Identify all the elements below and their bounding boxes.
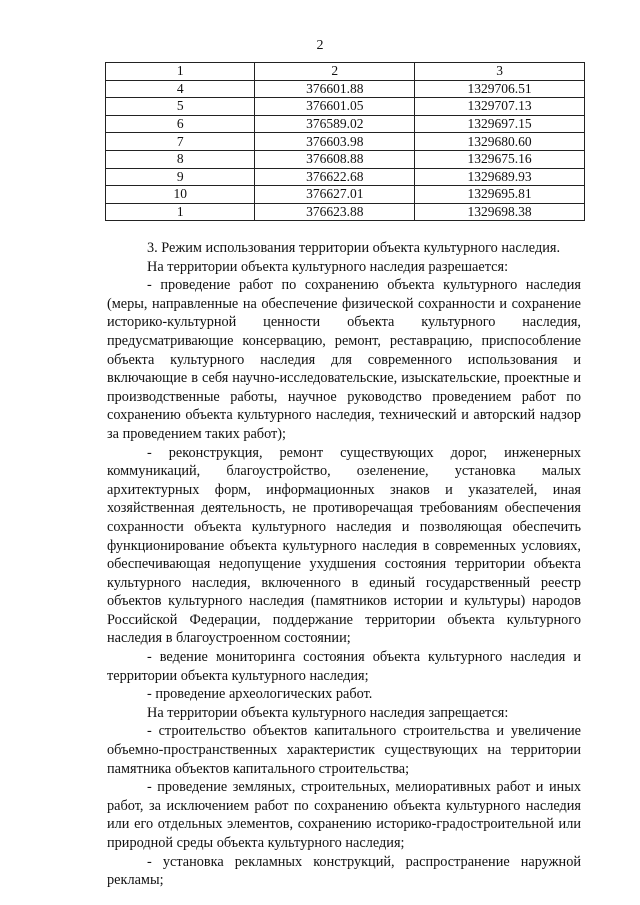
table-cell: 376623.88 [255, 203, 415, 221]
table-row [106, 98, 585, 116]
table-cell: 1329695.81 [415, 186, 585, 204]
coordinates-table [105, 62, 585, 221]
paragraph: - проведение археологических работ. [147, 686, 373, 703]
paragraph: - установка рекламных конструкций, распространение наружной рекламы; [107, 853, 581, 889]
document-body [107, 239, 581, 890]
table-cell: 376622.68 [255, 168, 415, 186]
table-cell: 1329697.15 [415, 115, 585, 133]
table-row [106, 150, 585, 168]
table-cell: 2 [255, 63, 415, 81]
paragraph: - строительство объектов капитального строительства и увеличение объемно-пространственных характеристик существующих на территории памятника объектов капитального строительства; [107, 723, 581, 777]
table-row [106, 203, 585, 221]
table-cell: 5 [106, 98, 255, 116]
table-cell: 376627.01 [255, 186, 415, 204]
table-cell: 10 [106, 186, 255, 204]
table-cell: 1329689.93 [415, 168, 585, 186]
table-cell: 376589.02 [255, 115, 415, 133]
paragraph: - реконструкция, ремонт существующих дорог, инженерных коммуникаций, благоустройство, озеленение, установка малых архитектурных форм, информационных знаков и указателей, иная хозяйственная деятельность, не противоречащая требованиям обеспечения сохранности объекта культурного наследия и позволяющая обеспечить функционирование объекта культурного наследия в современных условиях, обеспечивающая недопущение ухудшения состояния территории объекта культурного наследия, включенного в единый государственный реестр объектов культурного наследия (памятников истории и культуры) народов Российской Федерации, поддержание территории объекта культурного наследия в благоустроенном состоянии; [107, 444, 581, 647]
paragraph: - ведение мониторинга состояния объекта культурного наследия и территории объекта культурного наследия; [107, 649, 581, 684]
table-cell: 376601.88 [255, 80, 415, 98]
paragraph: 3. Режим использования территории объекта культурного наследия. [147, 240, 561, 256]
page-number: 2 [316, 38, 324, 53]
table-cell: 1 [106, 63, 255, 81]
table-cell: 1329698.38 [415, 203, 585, 221]
table-header-row [106, 63, 585, 81]
paragraph: На территории объекта культурного наследия разрешается: [147, 258, 509, 275]
table-cell: 9 [106, 168, 255, 186]
table-cell: 8 [106, 150, 255, 168]
paragraph: - проведение земляных, строительных, мелиоративных работ и иных работ, за исключением работ по сохранению объекта культурного наследия или его отдельных элементов, сохранению историко-градостроительной или природной среды объекта культурного наследия; [107, 779, 581, 851]
table-cell: 4 [106, 80, 255, 98]
table-cell: 1329680.60 [415, 133, 585, 151]
table-cell: 7 [106, 133, 255, 151]
table-cell: 1329707.13 [415, 98, 585, 116]
table-cell: 376601.05 [255, 98, 415, 116]
table-row [106, 80, 585, 98]
table-cell: 1329706.51 [415, 80, 585, 98]
table-cell: 1329675.16 [415, 150, 585, 168]
table-cell: 376603.98 [255, 133, 415, 151]
table-cell: 3 [415, 63, 585, 81]
table-row [106, 115, 585, 133]
table-cell: 6 [106, 115, 255, 133]
table-cell: 1 [106, 203, 255, 221]
paragraph: - проведение работ по сохранению объекта культурного наследия (меры, направленные на обеспечение физической сохранности и сохранение историко-культурной ценности объекта культурного наследия, предусматривающие консервацию, ремонт, реставрацию, приспособление объекта культурного наследия для современного использования и включающие в себя научно-исследовательские, изыскательские, проектные и производственные работы, научное руководство проведением работ по сохранению объекта культурного наследия, технический и авторский надзор за проведением таких работ); [107, 277, 581, 442]
table-row [106, 186, 585, 204]
table-row [106, 133, 585, 151]
table-cell: 376608.88 [255, 150, 415, 168]
table-row [106, 168, 585, 186]
paragraph: На территории объекта культурного наследия запрещается: [147, 704, 509, 721]
